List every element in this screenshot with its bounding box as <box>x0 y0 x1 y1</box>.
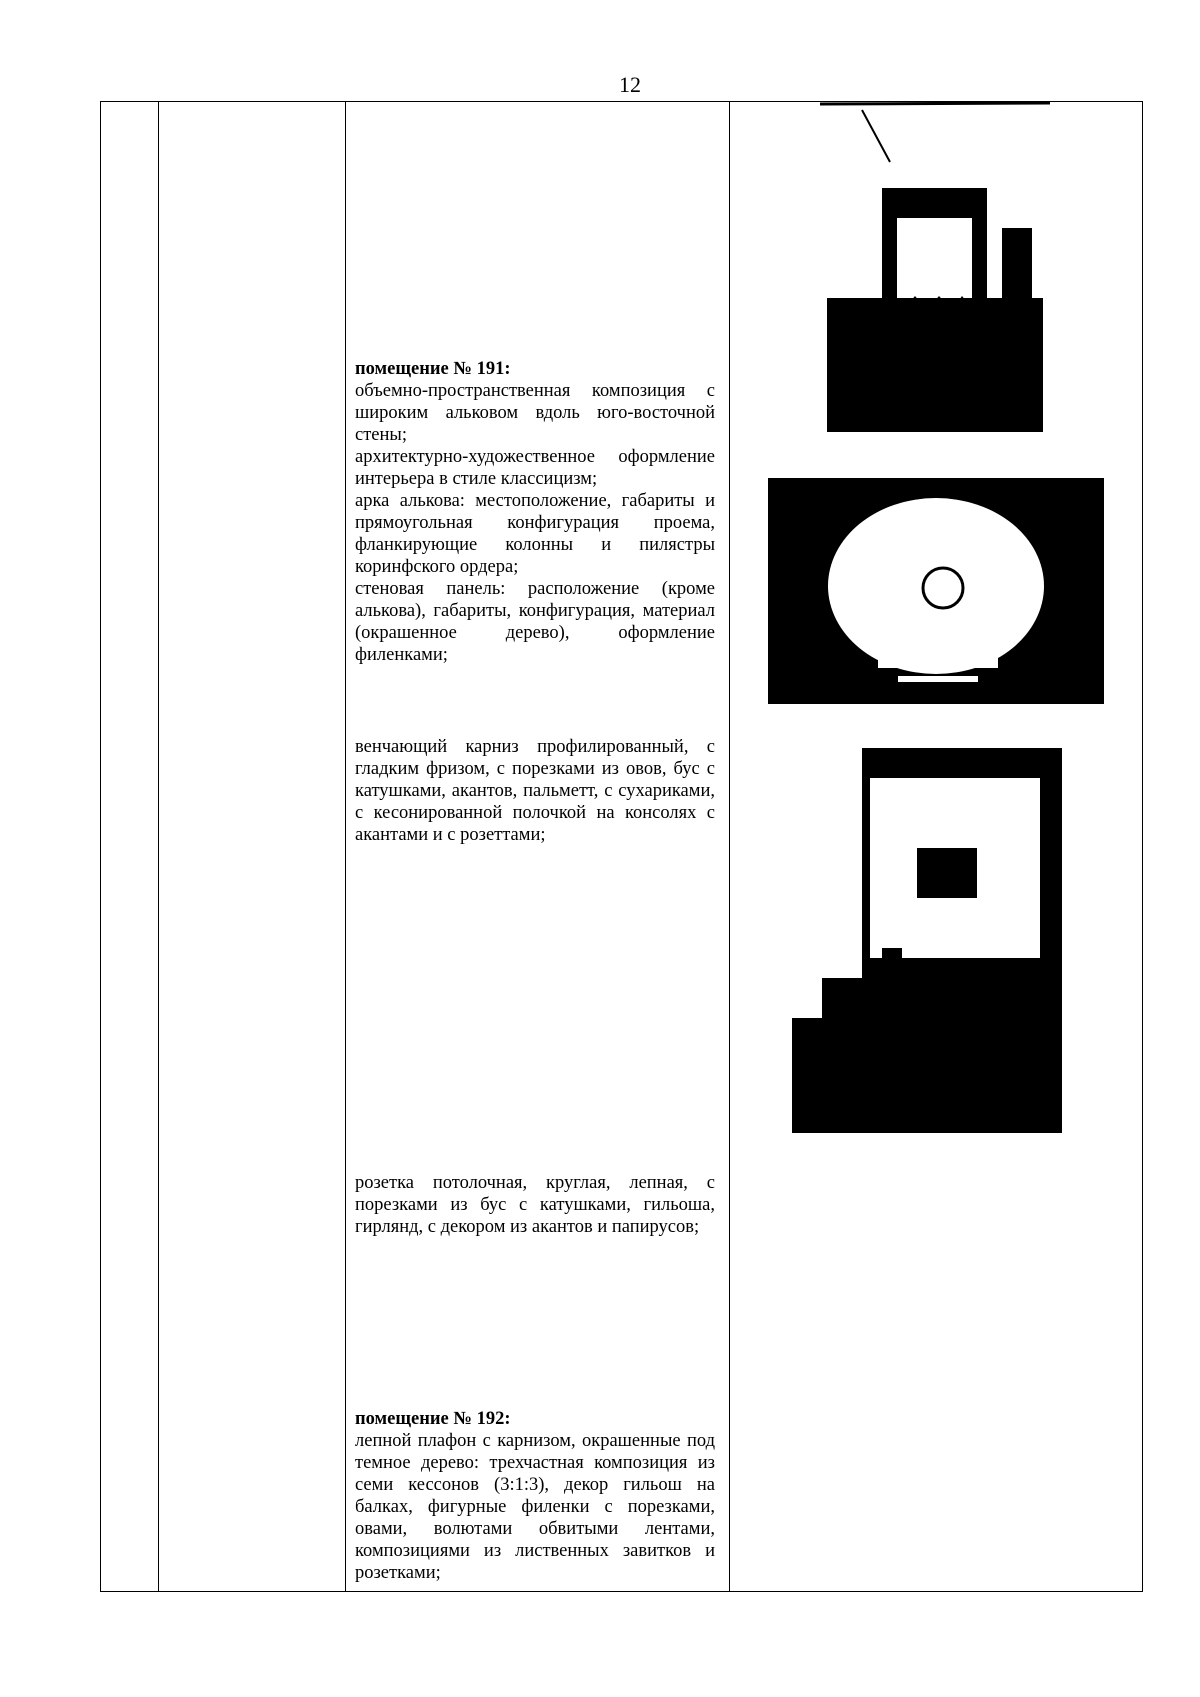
item-191-rosette: розетка потолочная, круглая, лепная, с порезками из бус с катушками, гильоша, гирлянд, с декором из акантов и папирусов; <box>355 1173 715 1237</box>
item-191-arch: арка алькова: местоположение, габариты и прямоугольная конфигурация проема, фланкирующие колонны и пилястры коринфского ордера; <box>355 491 715 577</box>
column-divider-2 <box>345 101 346 1592</box>
page-number: 12 <box>619 72 641 97</box>
photo-ceiling-rosette <box>768 478 1104 704</box>
room-192-heading: помещение № 192: <box>355 1409 511 1429</box>
room-191-block-2 <box>355 736 715 846</box>
decorative-stroke <box>820 102 1060 172</box>
item-191-cornice: венчающий карниз профилированный, с гладким фризом, с порезками из овов, бус с катушками, акантов, пальметт, с сухариками, с кесонированной полочкой на консолях с акантами и с розеттами; <box>355 737 715 845</box>
room-191-heading: помещение № 191: <box>355 359 511 379</box>
item-191-wall-panel: стеновая панель: расположение (кроме алькова), габариты, конфигурация, материал (окрашенное дерево), оформление филенками; <box>355 579 715 665</box>
item-191-style: архитектурно-художественное оформление интерьера в стиле классицизм; <box>355 447 715 489</box>
column-divider-3 <box>729 101 730 1592</box>
photo-wall-panel <box>792 748 1082 1133</box>
item-191-composition: объемно-пространственная композиция с широким альковом вдоль юго-восточной стены; <box>355 381 715 445</box>
room-191-block-1 <box>355 358 715 666</box>
item-192-plafond: лепной плафон с карнизом, окрашенные под темное дерево: трехчастная композиция из семи кессонов (3:1:3), декор гильош на балках, фигурные филенки с порезками, овами, волютами обвитыми лентами, композициями из лиственных завитков и розетками; <box>355 1431 715 1583</box>
column-divider-1 <box>158 101 159 1592</box>
room-191-block-3 <box>355 1172 715 1238</box>
photo-alcove-arch <box>827 168 1043 432</box>
room-192-block <box>355 1408 715 1584</box>
